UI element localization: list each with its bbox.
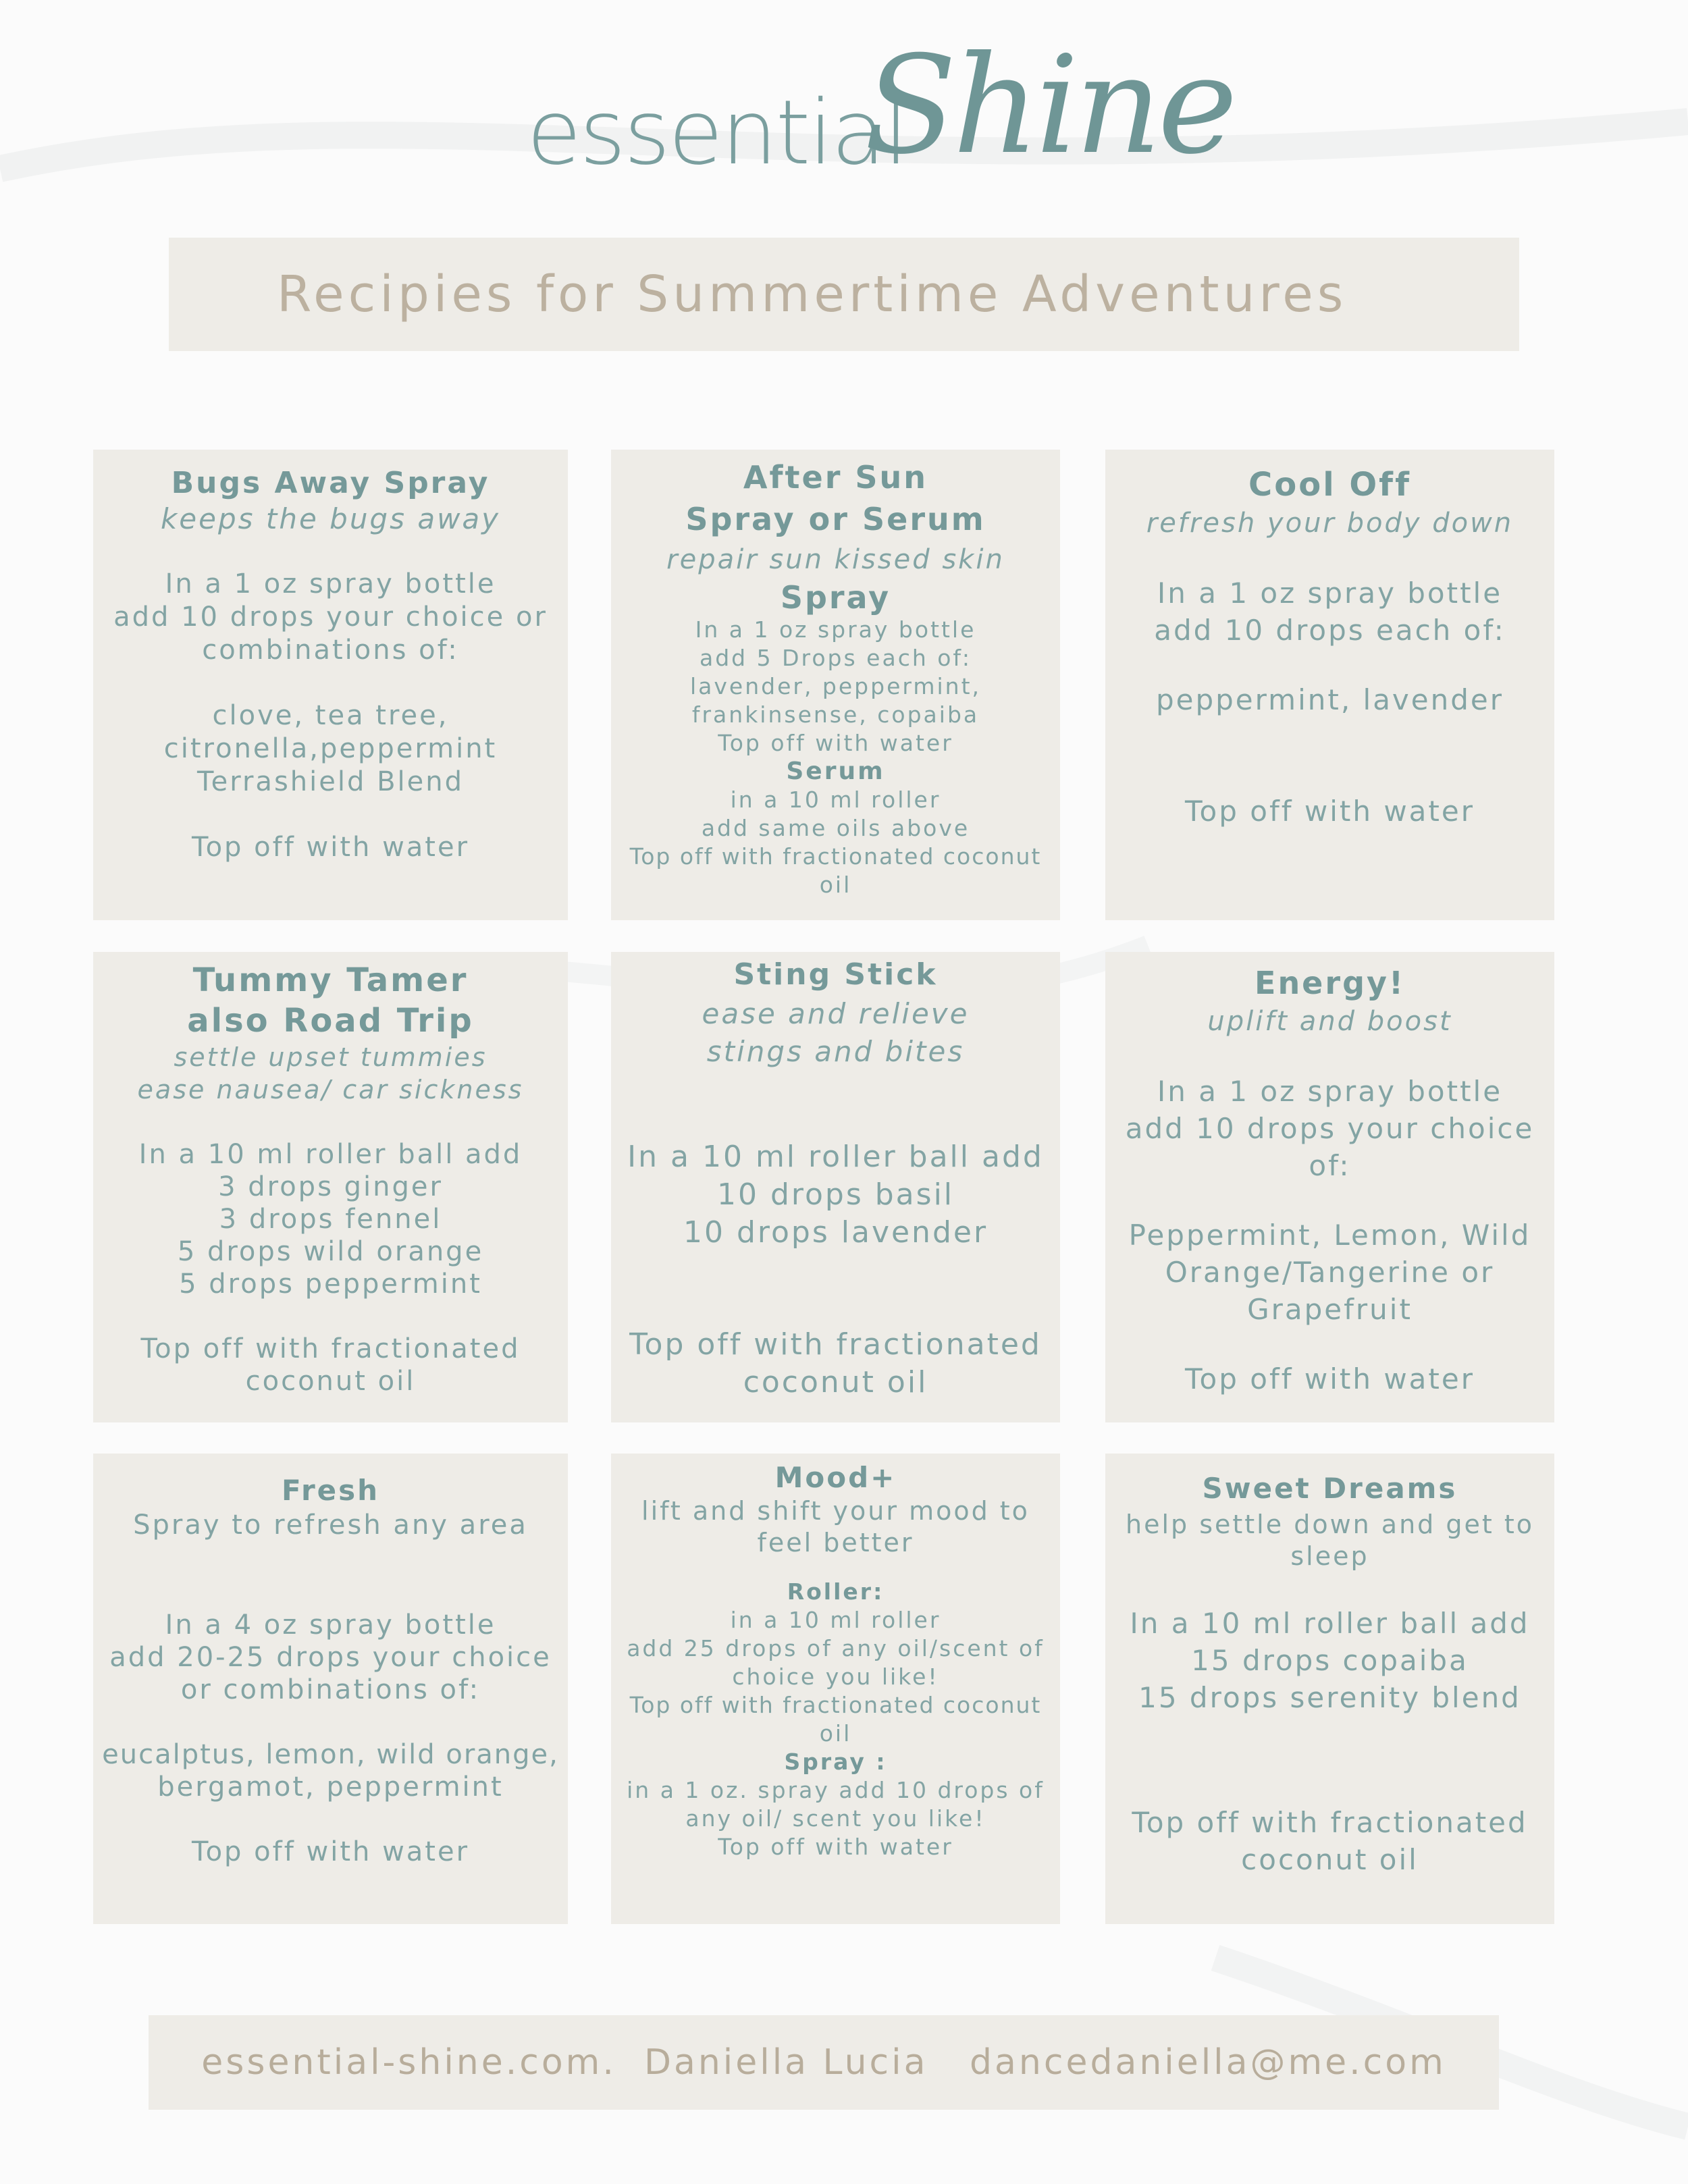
card-line: Top off with fractionated coconut <box>629 1692 1042 1718</box>
card-subtitle: repair sun kissed skin <box>666 544 1005 575</box>
card-line: Top off with fractionated <box>140 1333 521 1364</box>
card-title: After Sun <box>743 459 928 496</box>
recipe-card-energy <box>1105 952 1554 1422</box>
recipe-card-after-sun <box>611 450 1060 920</box>
card-line: add 5 Drops each of: <box>700 645 972 671</box>
spray-heading: Spray : <box>784 1749 887 1775</box>
card-line: add 10 drops each of: <box>1154 614 1506 647</box>
logo-script: Shine <box>864 27 1234 184</box>
card-line: citronella,peppermint <box>163 733 498 764</box>
card-line: Top off with fractionated <box>1132 1806 1528 1839</box>
card-line: Top off with water <box>718 1834 953 1860</box>
recipe-card-cool-off <box>1105 450 1554 920</box>
card-line: Terrashield Blend <box>197 766 464 797</box>
footer-contact <box>149 2015 1499 2110</box>
card-subtitle: settle upset tummies <box>174 1042 487 1072</box>
recipe-card-bugs-away <box>93 450 568 920</box>
card-line: 5 drops wild orange <box>177 1236 484 1267</box>
card-line: In a 10 ml roller ball add <box>627 1140 1044 1174</box>
footer-email-link[interactable]: dancedaniella@me.com <box>970 2042 1446 2083</box>
card-line: In a 1 oz spray bottle <box>695 616 976 643</box>
card-subtitle: lift and shift your mood to <box>641 1496 1030 1526</box>
card-line: peppermint, lavender <box>1155 683 1504 716</box>
footer-name: Daniella Lucia <box>643 2042 928 2083</box>
card-line: In a 4 oz spray bottle <box>165 1609 496 1641</box>
card-line: Top off with fractionated coconut <box>629 843 1042 870</box>
card-line: in a 10 ml roller <box>730 787 941 813</box>
recipe-card-sweet-dreams <box>1105 1454 1554 1924</box>
card-line: In a 1 oz spray bottle <box>165 568 496 600</box>
card-title: Bugs Away Spray <box>171 466 490 500</box>
card-line: add 10 drops your choice <box>1125 1112 1535 1145</box>
card-subtitle: feel better <box>757 1528 914 1557</box>
card-line: oil <box>819 1720 852 1747</box>
card-title: Sting Stick <box>733 957 938 992</box>
card-subtitle: uplift and boost <box>1207 1006 1452 1037</box>
footer-website-link[interactable]: essential-shine.com. <box>201 2042 616 2083</box>
card-line: oil <box>819 872 852 898</box>
card-title: Energy! <box>1255 965 1405 1001</box>
card-line: Grapefruit <box>1247 1293 1413 1326</box>
page-title: Recipies for Summertime Adventures <box>277 265 1348 323</box>
card-subtitle: ease nausea/ car sickness <box>137 1075 524 1104</box>
card-line: 3 drops ginger <box>218 1171 443 1202</box>
card-line: Orange/Tangerine or <box>1165 1256 1495 1289</box>
card-line: 15 drops serenity blend <box>1138 1681 1521 1714</box>
roller-heading: Roller: <box>787 1578 885 1605</box>
card-subtitle: keeps the bugs away <box>160 502 501 535</box>
card-line: lavender, peppermint, <box>689 673 982 699</box>
card-subtitle: refresh your body down <box>1146 508 1514 539</box>
card-line: bergamot, peppermint <box>157 1772 504 1803</box>
card-line: Top off with water <box>191 1836 470 1867</box>
card-line: or combinations of: <box>180 1674 481 1705</box>
card-line: eucalptus, lemon, wild orange, <box>102 1739 559 1770</box>
card-line: Top off with water <box>1185 1362 1475 1395</box>
card-subtitle: stings and bites <box>706 1035 965 1068</box>
card-line: in a 1 oz. spray add 10 drops of <box>627 1777 1045 1803</box>
card-line: add same oils above <box>701 815 970 841</box>
card-line: coconut oil <box>743 1365 928 1400</box>
card-line: coconut oil <box>1241 1843 1419 1876</box>
card-title: Sweet Dreams <box>1202 1472 1458 1505</box>
card-line: In a 1 oz spray bottle <box>1157 577 1503 610</box>
card-subtitle: sleep <box>1290 1541 1369 1571</box>
card-title: Spray or Serum <box>685 501 986 537</box>
recipe-card-fresh <box>93 1454 568 1924</box>
card-line: In a 10 ml roller ball add <box>1130 1607 1530 1640</box>
card-line: coconut oil <box>245 1366 416 1397</box>
spray-heading: Spray <box>780 579 891 616</box>
card-line: 5 drops peppermint <box>179 1269 482 1300</box>
card-subtitle: Spray to refresh any area <box>133 1510 528 1541</box>
brand-logo <box>527 27 1234 230</box>
card-title: Tummy Tamer <box>192 961 469 999</box>
card-line: 15 drops copaiba <box>1191 1644 1469 1677</box>
card-line: clove, tea tree, <box>212 700 449 731</box>
card-line: frankinsense, copaiba <box>691 701 980 728</box>
card-title: Cool Off <box>1248 466 1411 504</box>
card-line: In a 10 ml roller ball add <box>138 1139 523 1170</box>
card-line: 10 drops lavender <box>683 1215 988 1250</box>
card-line: add 20-25 drops your choice <box>109 1642 552 1673</box>
card-subtitle: help settle down and get to <box>1125 1510 1535 1539</box>
card-title: Mood+ <box>774 1461 897 1494</box>
card-line: add 25 drops of any oil/scent of <box>627 1635 1045 1661</box>
recipe-card-mood <box>611 1454 1060 1924</box>
card-line: Top off with water <box>191 832 470 863</box>
recipe-card-tummy-tamer <box>93 952 568 1422</box>
recipe-card-sting-stick <box>611 952 1060 1422</box>
card-line: Top off with water <box>718 730 953 756</box>
card-title: also Road Trip <box>187 1002 474 1040</box>
card-line: combinations of: <box>202 635 459 666</box>
card-line: 10 drops basil <box>716 1177 955 1212</box>
logo-wordmark: essential <box>527 81 907 185</box>
title-band <box>169 238 1519 351</box>
card-line: in a 10 ml roller <box>730 1607 941 1633</box>
card-line: In a 1 oz spray bottle <box>1157 1075 1503 1108</box>
card-line: add 10 drops your choice or <box>113 602 548 633</box>
card-line: Top off with fractionated <box>629 1327 1042 1362</box>
card-line: 3 drops fennel <box>219 1204 442 1235</box>
card-line: of: <box>1309 1149 1351 1182</box>
card-line: choice you like! <box>732 1663 939 1690</box>
card-subtitle: ease and relieve <box>702 997 970 1030</box>
card-line: Peppermint, Lemon, Wild <box>1128 1219 1531 1252</box>
card-line: any oil/ scent you like! <box>685 1805 986 1832</box>
card-title: Fresh <box>281 1474 380 1507</box>
serum-heading: Serum <box>786 757 885 785</box>
card-line: Top off with water <box>1185 795 1475 828</box>
